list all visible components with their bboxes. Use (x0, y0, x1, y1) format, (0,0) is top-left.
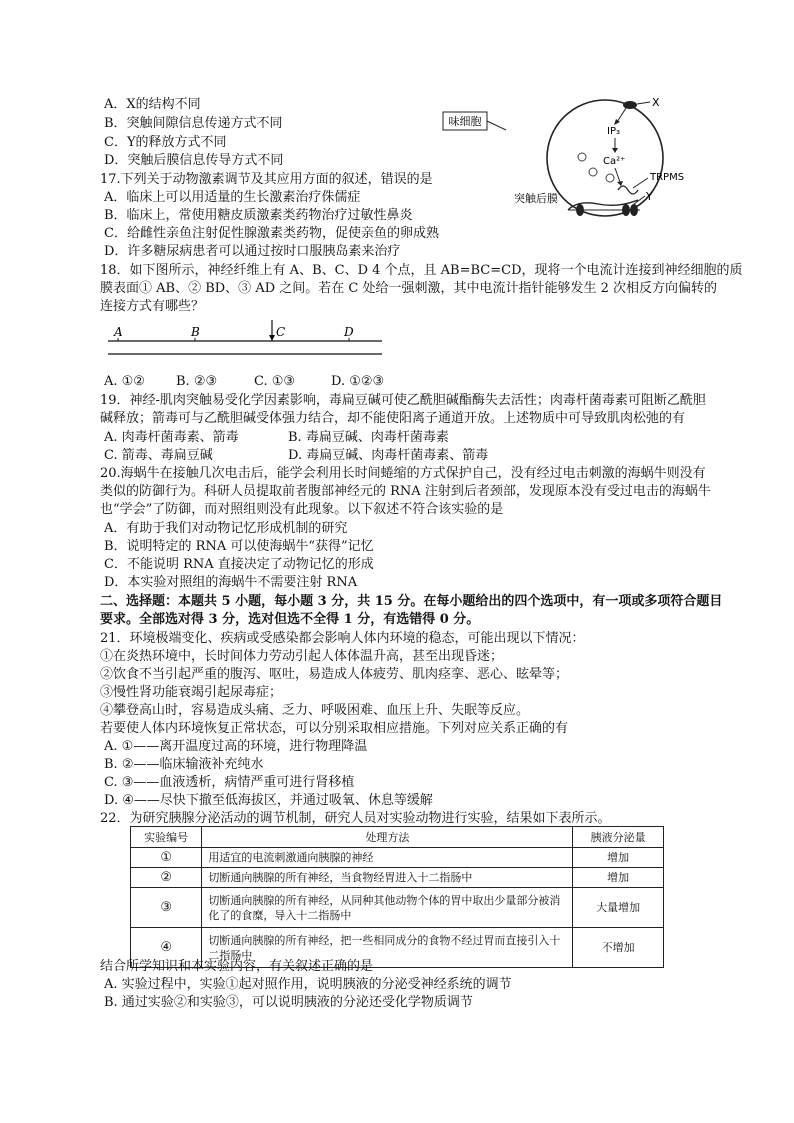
q19-stem-line-2: 碱释放；箭毒可与乙酰胆碱受体强力结合，却不能使阳离子通道开放。上述物质中可导致肌肉松弛的有 (100, 411, 686, 426)
header-exp-num: 实验编号 (131, 827, 202, 848)
point-b: B (191, 325, 200, 339)
table-header-row (131, 827, 664, 848)
point-d: D (344, 325, 354, 339)
row-result: 增加 (573, 848, 664, 868)
cell-label: 味细胞 (448, 115, 482, 128)
svg-text:突触后膜: 突触后膜 (514, 192, 558, 205)
q19-stem-line-1: 19．神经-肌肉突触易受化学因素影响，毒扁豆碱可使乙酰胆碱酯酶失去活性；肉毒杆菌毒素可阻断乙酰胆 (100, 393, 706, 408)
header-method: 处理方法 (202, 827, 573, 848)
q21-option-b: B. ②——临床输液补充纯水 (104, 757, 264, 772)
row-num: ② (131, 868, 202, 888)
q20-option-a: A．有助于我们对动物记忆形成机制的研究 (104, 521, 348, 536)
q21-option-d: D. ④——尽快下撤至低海拔区，并通过吸氧、休息等缓解 (104, 793, 433, 808)
row-method: 切断通向胰腺的所有神经，从同种其他动物个体的胃中取出少量部分被消化了的食糜，导入十二指肠中 (202, 888, 573, 928)
row-result: 大量增加 (573, 888, 664, 928)
q17-option-c: C．给雌性亲鱼注射促性腺激素类药物，促使亲鱼的卵成熟 (104, 226, 439, 241)
table-row (131, 888, 664, 928)
q21-item-3: ③慢性肾功能衰竭引起尿毒症； (100, 685, 283, 700)
q21-stem: 21．环境极端变化、疾病或受感染都会影响人体内环境的稳态，可能出现以下情况： (100, 631, 585, 646)
table-row (131, 848, 664, 868)
row-method: 用适宜的电流刺激通向胰腺的神经 (202, 848, 573, 868)
q17-stem: 17.下列关于动物激素调节及其应用方面的叙述，错误的是 (100, 172, 433, 187)
header-result: 胰液分泌量 (573, 827, 664, 848)
q20-option-b: B．说明特定的 RNA 可以使海蜗牛“获得”记忆 (104, 539, 374, 554)
q20-option-d: D．本实验对照组的海蜗牛不需要注射 RNA (104, 575, 358, 590)
q16-option-c: C．Y的释放方式不同 (104, 135, 227, 150)
point-a: A (114, 325, 123, 339)
row-result: 增加 (573, 868, 664, 888)
q18-option-c: C. ①③ (254, 374, 296, 389)
q18-stem-line-1: 18．如下图所示，神经纤维上有 A、B、C、D 4 个点，且 AB=BC=CD，现将一个电流计连接到神经细胞的质 (100, 263, 743, 278)
taste-cell-diagram (440, 92, 700, 222)
q21-option-c: C. ③——血液透析，病情严重可进行肾移植 (104, 775, 355, 790)
q22-option-a: A. 实验过程中，实验①起对照作用，说明胰液的分泌受神经系统的调节 (104, 977, 512, 992)
row-method: 切断通向胰腺的所有神经，当食物经胃进入十二指肠中 (202, 868, 573, 888)
svg-text:Y: Y (646, 190, 653, 203)
q20-stem-line-1: 20.海蜗牛在接触几次电击后，能学会利用长时间蜷缩的方式保护自己，没有经过电击刺激的海蜗牛则没有 (100, 466, 706, 481)
q22-option-b: B. 通过实验②和实验③，可以说明胰液的分泌还受化学物质调节 (104, 995, 473, 1010)
q17-option-a: A．临床上可以用适量的生长激素治疗侏儒症 (104, 190, 361, 205)
q16-option-d: D．突触后膜信息传导方式不同 (104, 153, 284, 168)
receptor-x (623, 101, 637, 109)
row-num: ④ (131, 928, 202, 968)
q18-option-a: A. ①② (104, 374, 145, 389)
q18-stem-line-2: 膜表面① AB、② BD、③ AD 之间。若在 C 处给一强刺激，其中电流计指针能够发生 2 次相反方向偏转的 (100, 281, 718, 296)
svg-text:X: X (652, 96, 660, 109)
q16-option-a: A．X的结构不同 (104, 97, 201, 112)
svg-text:IP₃: IP₃ (607, 126, 620, 137)
experiment-table (130, 826, 664, 968)
q18-option-d: D. ①②③ (331, 374, 385, 389)
q22-after-table: 结合所学知识和本实验内容，有关叙述正确的是 (100, 959, 374, 974)
q16-option-b: B．突触间隙信息传递方式不同 (104, 116, 283, 131)
q20-stem-line-3: 也“学会”了防御，而对照组则没有此现象。以下叙述不符合该实验的是 (100, 502, 504, 517)
row-num: ③ (131, 888, 202, 928)
q18-option-b: B. ②③ (176, 374, 218, 389)
q18-stem-line-3: 连接方式有哪些？ (100, 299, 205, 314)
q21-question: 若要使人体内环境恢复正常状态，可以分别采取相应措施。下列对应关系正确的有 (100, 721, 569, 736)
q17-option-d: D．许多糖尿病患者可以通过按时口服胰岛素来治疗 (104, 244, 401, 259)
svg-text:TRPMS: TRPMS (650, 172, 685, 183)
point-c: C (276, 325, 286, 339)
svg-text:Ca²⁺: Ca²⁺ (603, 156, 626, 167)
q19-option-a: A. 肉毒杆菌毒素、箭毒 (104, 430, 239, 445)
nerve-fiber-diagram (100, 316, 390, 362)
section2-instructions-line-1: 二、选择题：本题共 5 小题，每小题 3 分，共 15 分。在每小题给出的四个选项中，有一项或多项符合题目 (100, 594, 723, 609)
row-method: 切断通向胰腺的所有神经，把一些相同成分的食物不经过胃而直接引入十二指肠中 (202, 928, 573, 968)
q17-option-b: B．临床上，常使用糖皮质激素类药物治疗过敏性鼻炎 (104, 208, 413, 223)
q20-option-c: C．不能说明 RNA 直接决定了动物记忆的形成 (104, 557, 374, 572)
section2-instructions-line-2: 要求。全部选对得 3 分，选对但选不全得 1 分，有选错得 0 分。 (100, 612, 480, 627)
q21-option-a: A. ①——离开温度过高的环境，进行物理降温 (104, 739, 368, 754)
q20-stem-line-2: 类似的防御行为。科研人员提取前者腹部神经元的 RNA 注射到后者颈部，发现原本没有受过电击的海蜗牛 (100, 484, 711, 499)
row-result: 不增加 (573, 928, 664, 968)
q19-option-d: D. 毒扁豆碱、肉毒杆菌毒素、箭毒 (288, 448, 489, 463)
q19-option-c: C. 箭毒、毒扁豆碱 (104, 448, 213, 463)
q22-stem: 22．为研究胰腺分泌活动的调节机制，研究人员对实验动物进行实验，结果如下表所示。 (100, 811, 611, 826)
q19-option-b: B. 毒扁豆碱、肉毒杆菌毒素 (288, 430, 449, 445)
q21-item-1: ①在炎热环境中，长时间体力劳动引起人体体温升高，甚至出现昏迷； (100, 649, 504, 664)
q21-item-4: ④攀登高山时，容易造成头痛、乏力、呼吸困难、血压上升、失眠等反应。 (100, 703, 530, 718)
q21-item-2: ②饮食不当引起严重的腹泻、呕吐，易造成人体疲劳、肌肉痉挛、恶心、眩晕等； (100, 667, 569, 682)
table-row (131, 868, 664, 888)
row-num: ① (131, 848, 202, 868)
